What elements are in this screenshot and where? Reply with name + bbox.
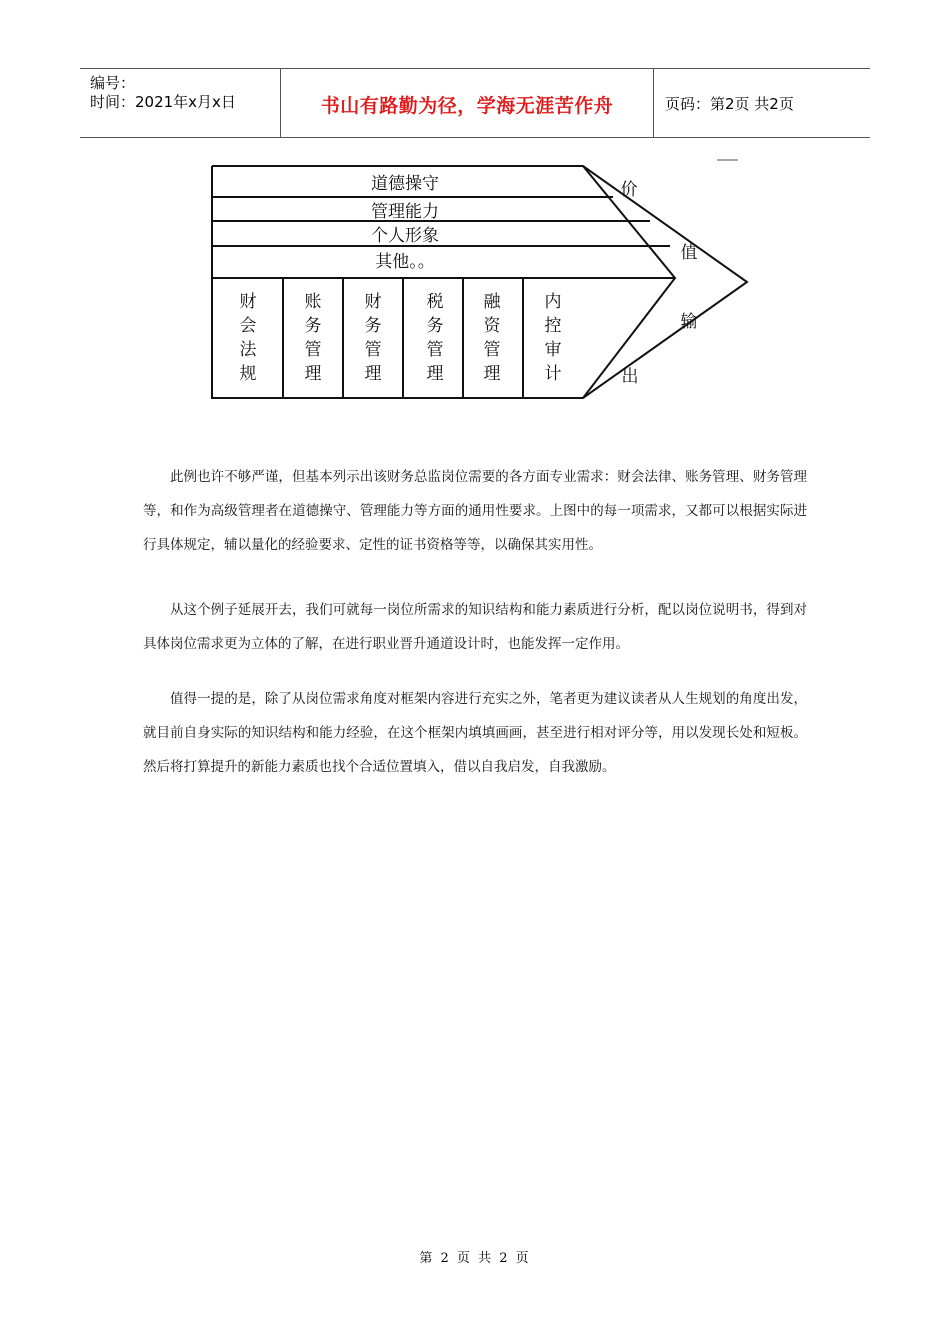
value-output-diagram	[200, 150, 760, 410]
header-meta-cell	[80, 69, 280, 137]
output-char: 价	[620, 180, 638, 200]
output-char: 值	[680, 243, 698, 263]
column-char: 财	[239, 292, 257, 312]
column-char: 理	[426, 364, 444, 384]
output-char: 出	[621, 367, 639, 387]
value-chain-svg	[200, 150, 760, 410]
column-char: 会	[239, 316, 257, 336]
header-motto-cell	[280, 69, 654, 137]
column-char: 法	[239, 340, 257, 360]
column-char: 管	[304, 340, 322, 360]
paragraph-text: 从这个例子延展开去，我们可就每一岗位所需求的知识结构和能力素质进行分析，配以岗位说明书，得到对具体岗位需求更为立体的了解，在进行职业晋升通道设计时，也能发挥一定作用。	[143, 602, 807, 652]
column-char: 内	[544, 292, 562, 312]
column-char: 务	[304, 316, 322, 336]
column-char: 税	[426, 292, 444, 312]
row-label: 其他。。	[375, 252, 435, 272]
page-footer: 第 2 页 共 2 页	[419, 1251, 531, 1266]
column-char: 管	[364, 340, 382, 360]
column-char: 管	[483, 340, 501, 360]
paragraph	[143, 682, 807, 784]
column-char: 务	[364, 316, 382, 336]
paragraph-text: 此例也许不够严谨，但基本列示出该财务总监岗位需要的各方面专业需求：财会法律、账务管理、财务管理等，和作为高级管理者在道德操守、管理能力等方面的通用性要求。上图中的每一项需求，又都可以根据实际进行具体规定，辅以量化的经验要求、定性的证书资格等等，以确保其实用性。	[143, 469, 807, 553]
column-char: 控	[544, 316, 562, 336]
inner-chevron	[583, 166, 675, 398]
paragraph-text: 值得一提的是，除了从岗位需求角度对框架内容进行充实之外，笔者更为建议读者从人生规划的角度出发，就目前自身实际的知识结构和能力经验，在这个框架内填填画画，甚至进行相对评分等，用以发现长处和短板。然后将打算提升的新能力素质也找个合适位置填入，借以自我启发，自我激励。	[143, 691, 807, 775]
column-char: 理	[304, 364, 322, 384]
paragraph	[143, 593, 807, 661]
row-label: 管理能力	[371, 202, 439, 222]
column-char: 规	[239, 364, 257, 384]
column-char: 账	[304, 292, 322, 312]
column-char: 务	[426, 316, 444, 336]
column-char: 理	[364, 364, 382, 384]
serial-number-label: 编号：	[90, 74, 136, 92]
header-page-cell	[653, 69, 870, 137]
output-char: 输	[680, 312, 698, 332]
motto: 书山有路勤为径，学海无涯苦作舟	[320, 95, 614, 117]
column-char: 理	[483, 364, 501, 384]
row-label: 道德操守	[371, 174, 439, 194]
row-label: 个人形象	[371, 226, 439, 246]
column-char: 计	[544, 364, 562, 384]
column-char: 融	[483, 292, 501, 312]
date-label: 时间：2021年x月x日	[90, 93, 236, 111]
page-header	[80, 68, 870, 138]
chevron-outline	[212, 166, 747, 398]
paragraph	[143, 460, 807, 562]
page-info: 页码：第2页 共2页	[665, 95, 794, 113]
column-char: 资	[483, 316, 501, 336]
column-char: 审	[544, 340, 562, 360]
column-char: 管	[426, 340, 444, 360]
column-char: 财	[364, 292, 382, 312]
